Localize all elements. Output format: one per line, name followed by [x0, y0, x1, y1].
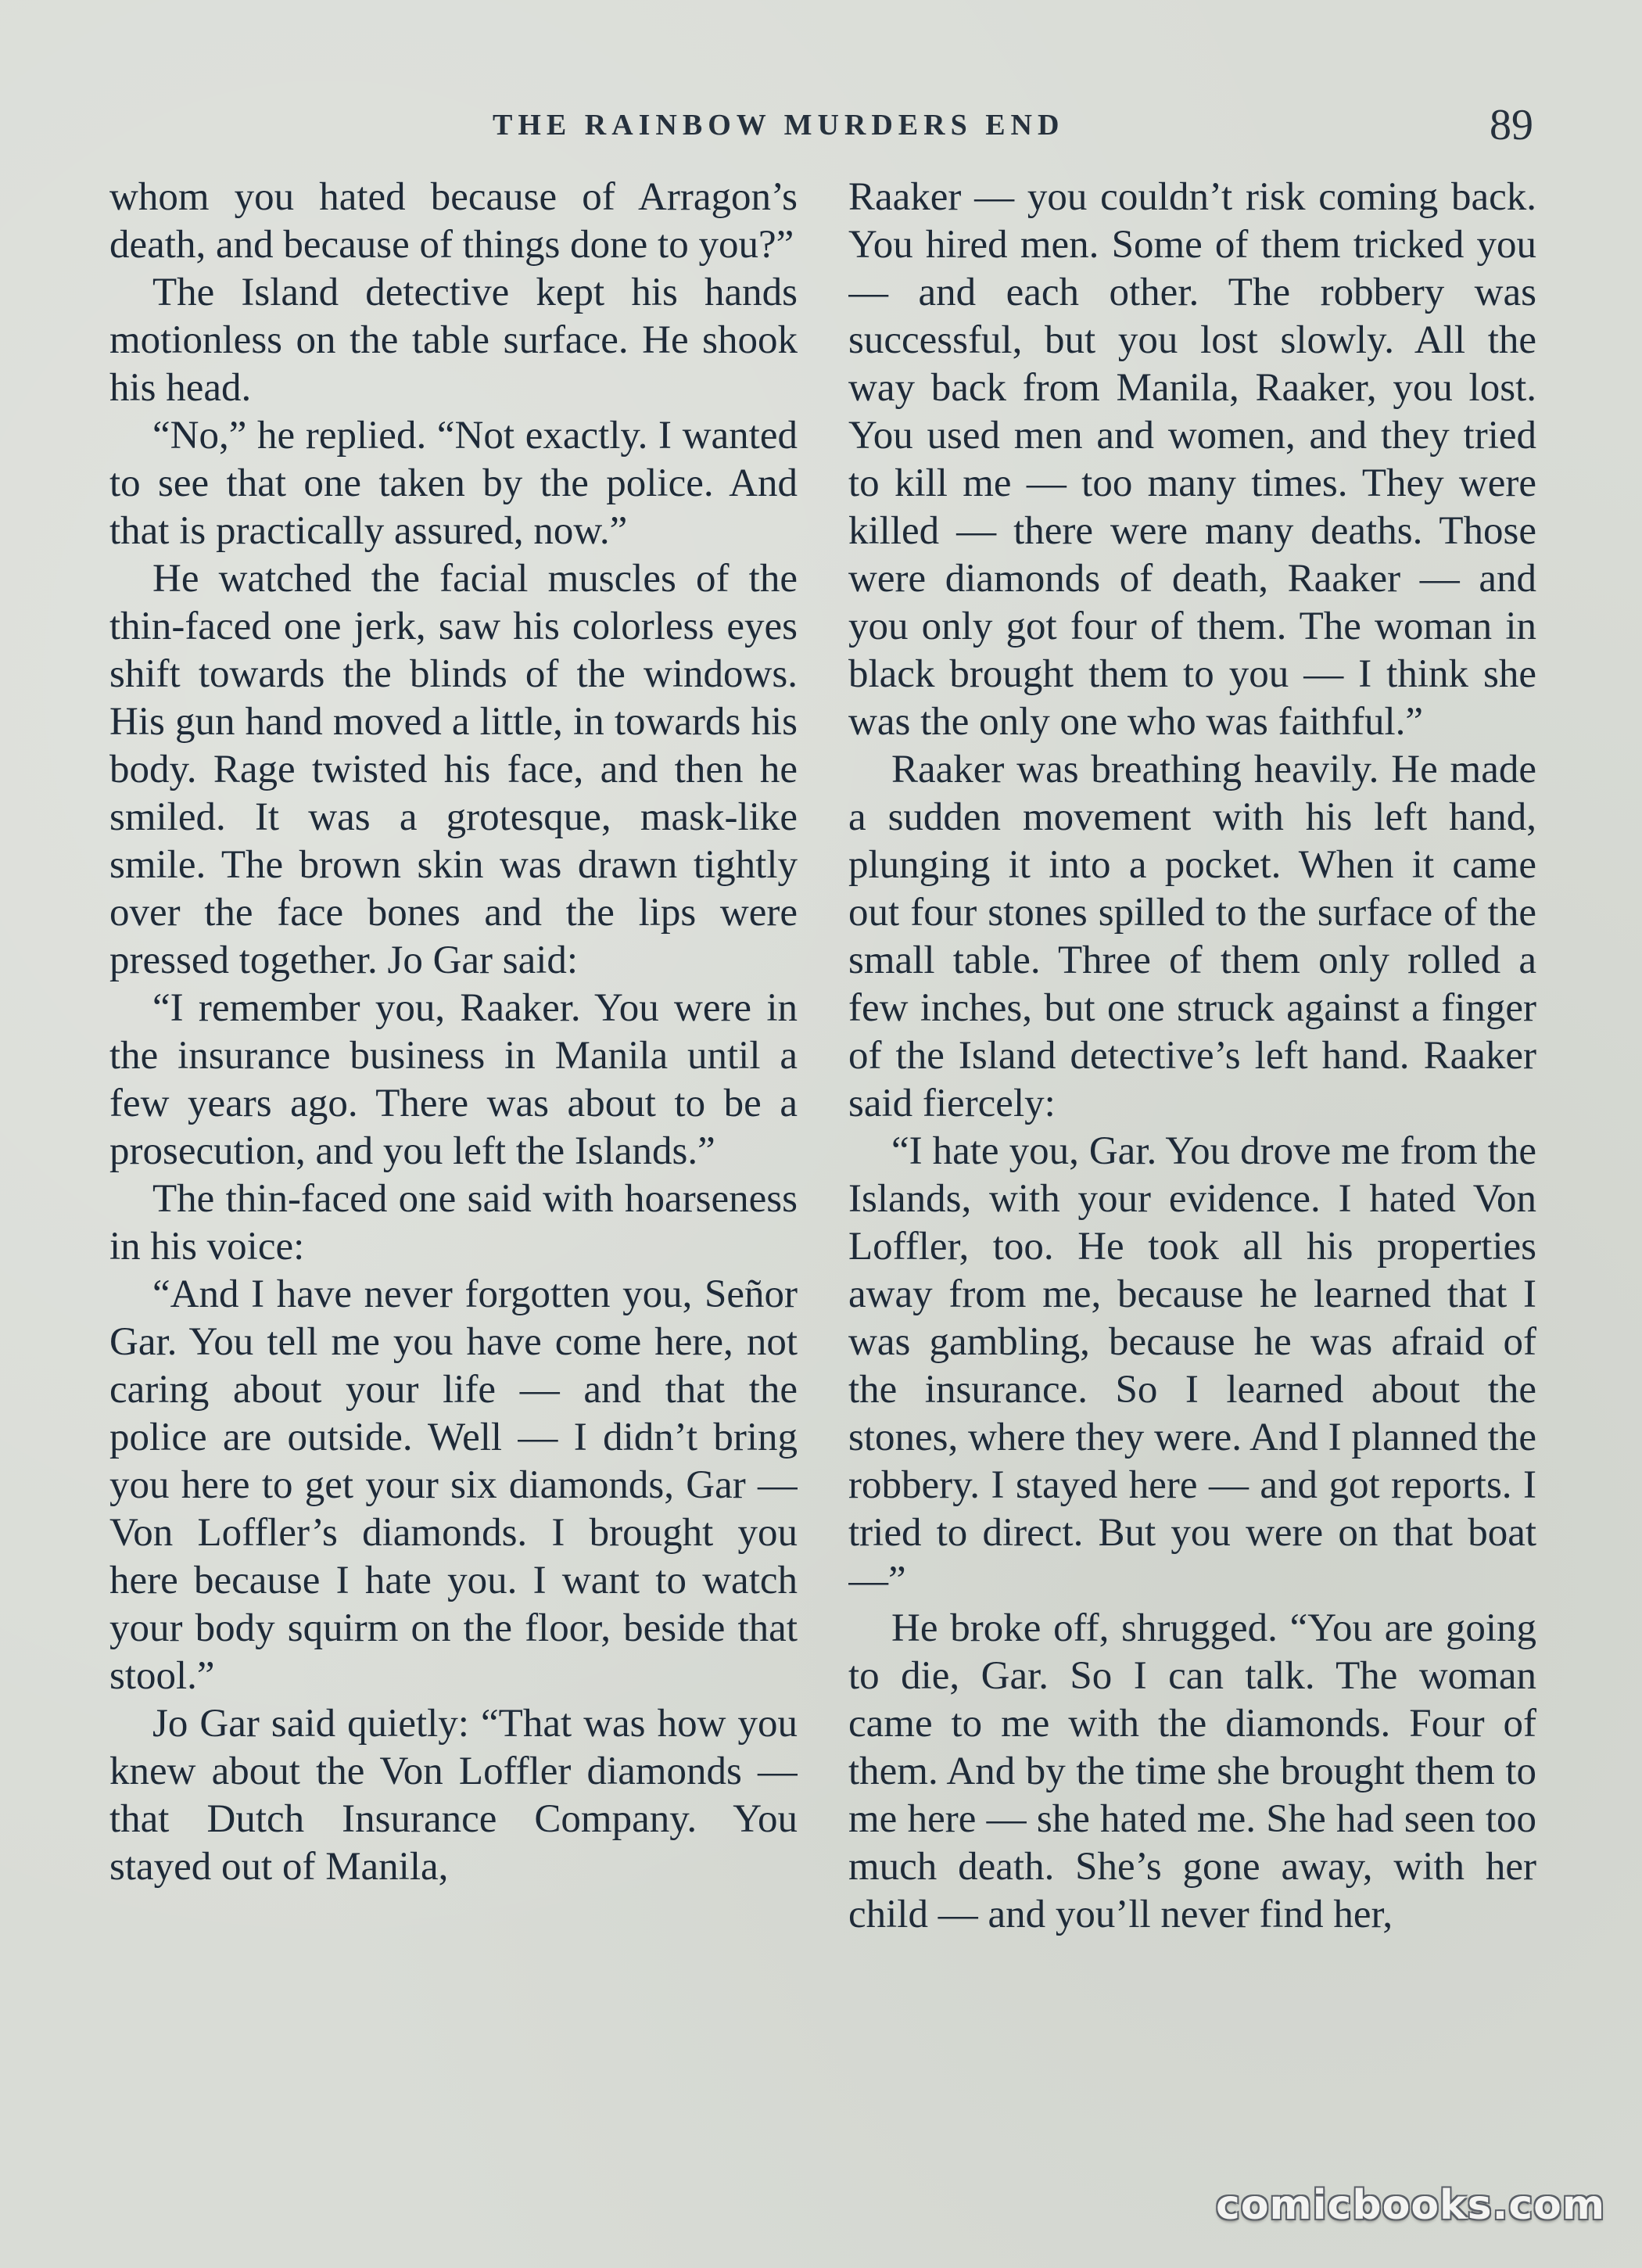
page-number: 89 [1490, 101, 1533, 149]
paragraph: whom you hated because of Arragon’s death, and because of things done to you?” [109, 175, 798, 267]
paragraph: “And I have never forgotten you, Señor Gar. You tell me you have come here, not caring about your life — and that the police are outside. Well — I didn’t bring you here to get your six diamonds, Gar — Von Loffler’s diamonds. I brought you here because I hate you. I want to watch your body squirm on the floor, beside that stool.” [109, 1272, 798, 1698]
right-column [848, 174, 1536, 2129]
paragraph: He watched the facial muscles of the thin-faced one jerk, saw his colorless eyes shift towards the blinds of the windows. His gun hand moved a little, in towards his body. Rage twisted his face, and then he smiled. It was a grotesque, mask-like smile. The brown skin was drawn tightly over the face bones and the lips were pressed together. Jo Gar said: [109, 557, 798, 982]
paragraph: “I remember you, Raaker. You were in the insurance business in Manila until a few years ago. There was about to be a prosecution, and you left the Islands.” [109, 986, 798, 1173]
paragraph: Jo Gar said quietly: “That was how you knew about the Von Loffler diamonds — that Dutch Insurance Company. You stayed out of Manila, [109, 1702, 798, 1889]
left-column [109, 174, 798, 2129]
watermark-logo: comicbooks.com [1216, 2182, 1606, 2229]
running-title: THE RAINBOW MURDERS END [493, 109, 1065, 142]
paragraph: The thin-faced one said with hoarseness in his voice: [109, 1177, 798, 1269]
paragraph: The Island detective kept his hands motionless on the table surface. He shook his head. [109, 271, 798, 410]
paragraph: “No,” he replied. “Not exactly. I wanted to see that one taken by the police. And that is practically assured, now.” [109, 414, 798, 553]
paragraph: Raaker — you couldn’t risk coming back. You hired men. Some of them tricked you — and each other. The robbery was successful, but you lost slowly. All the way back from Manila, Raaker, you lost. You used men and women, and they tried to kill me — too many times. They were killed — there were many deaths. Those were diamonds of death, Raaker — and you only got four of them. The woman in black brought them to you — I think she was the only one who was faithful.” [848, 175, 1536, 744]
paragraph: “I hate you, Gar. You drove me from the Islands, with your evidence. I hated Von Loffler, too. He took all his properties away from me, because he learned that I was gambling, because he was afraid of the insurance. So I learned about the stones, where they were. And I planned the robbery. I stayed here — and got reports. I tried to direct. But you were on that boat —” [848, 1129, 1536, 1602]
paragraph: Raaker was breathing heavily. He made a sudden movement with his left hand, plunging it into a pocket. When it came out four stones spilled to the surface of the small table. Three of them only rolled a few inches, but one struck against a finger of the Island detective’s left hand. Raaker said fiercely: [848, 748, 1536, 1125]
running-header [0, 100, 1642, 163]
paragraph: He broke off, shrugged. “You are going to die, Gar. So I can talk. The woman came to me with the diamonds. Four of them. And by the time she brought them to me here — she hated me. She had seen too much death. She’s gone away, with her child — and you’ll never find her, [848, 1606, 1536, 1936]
